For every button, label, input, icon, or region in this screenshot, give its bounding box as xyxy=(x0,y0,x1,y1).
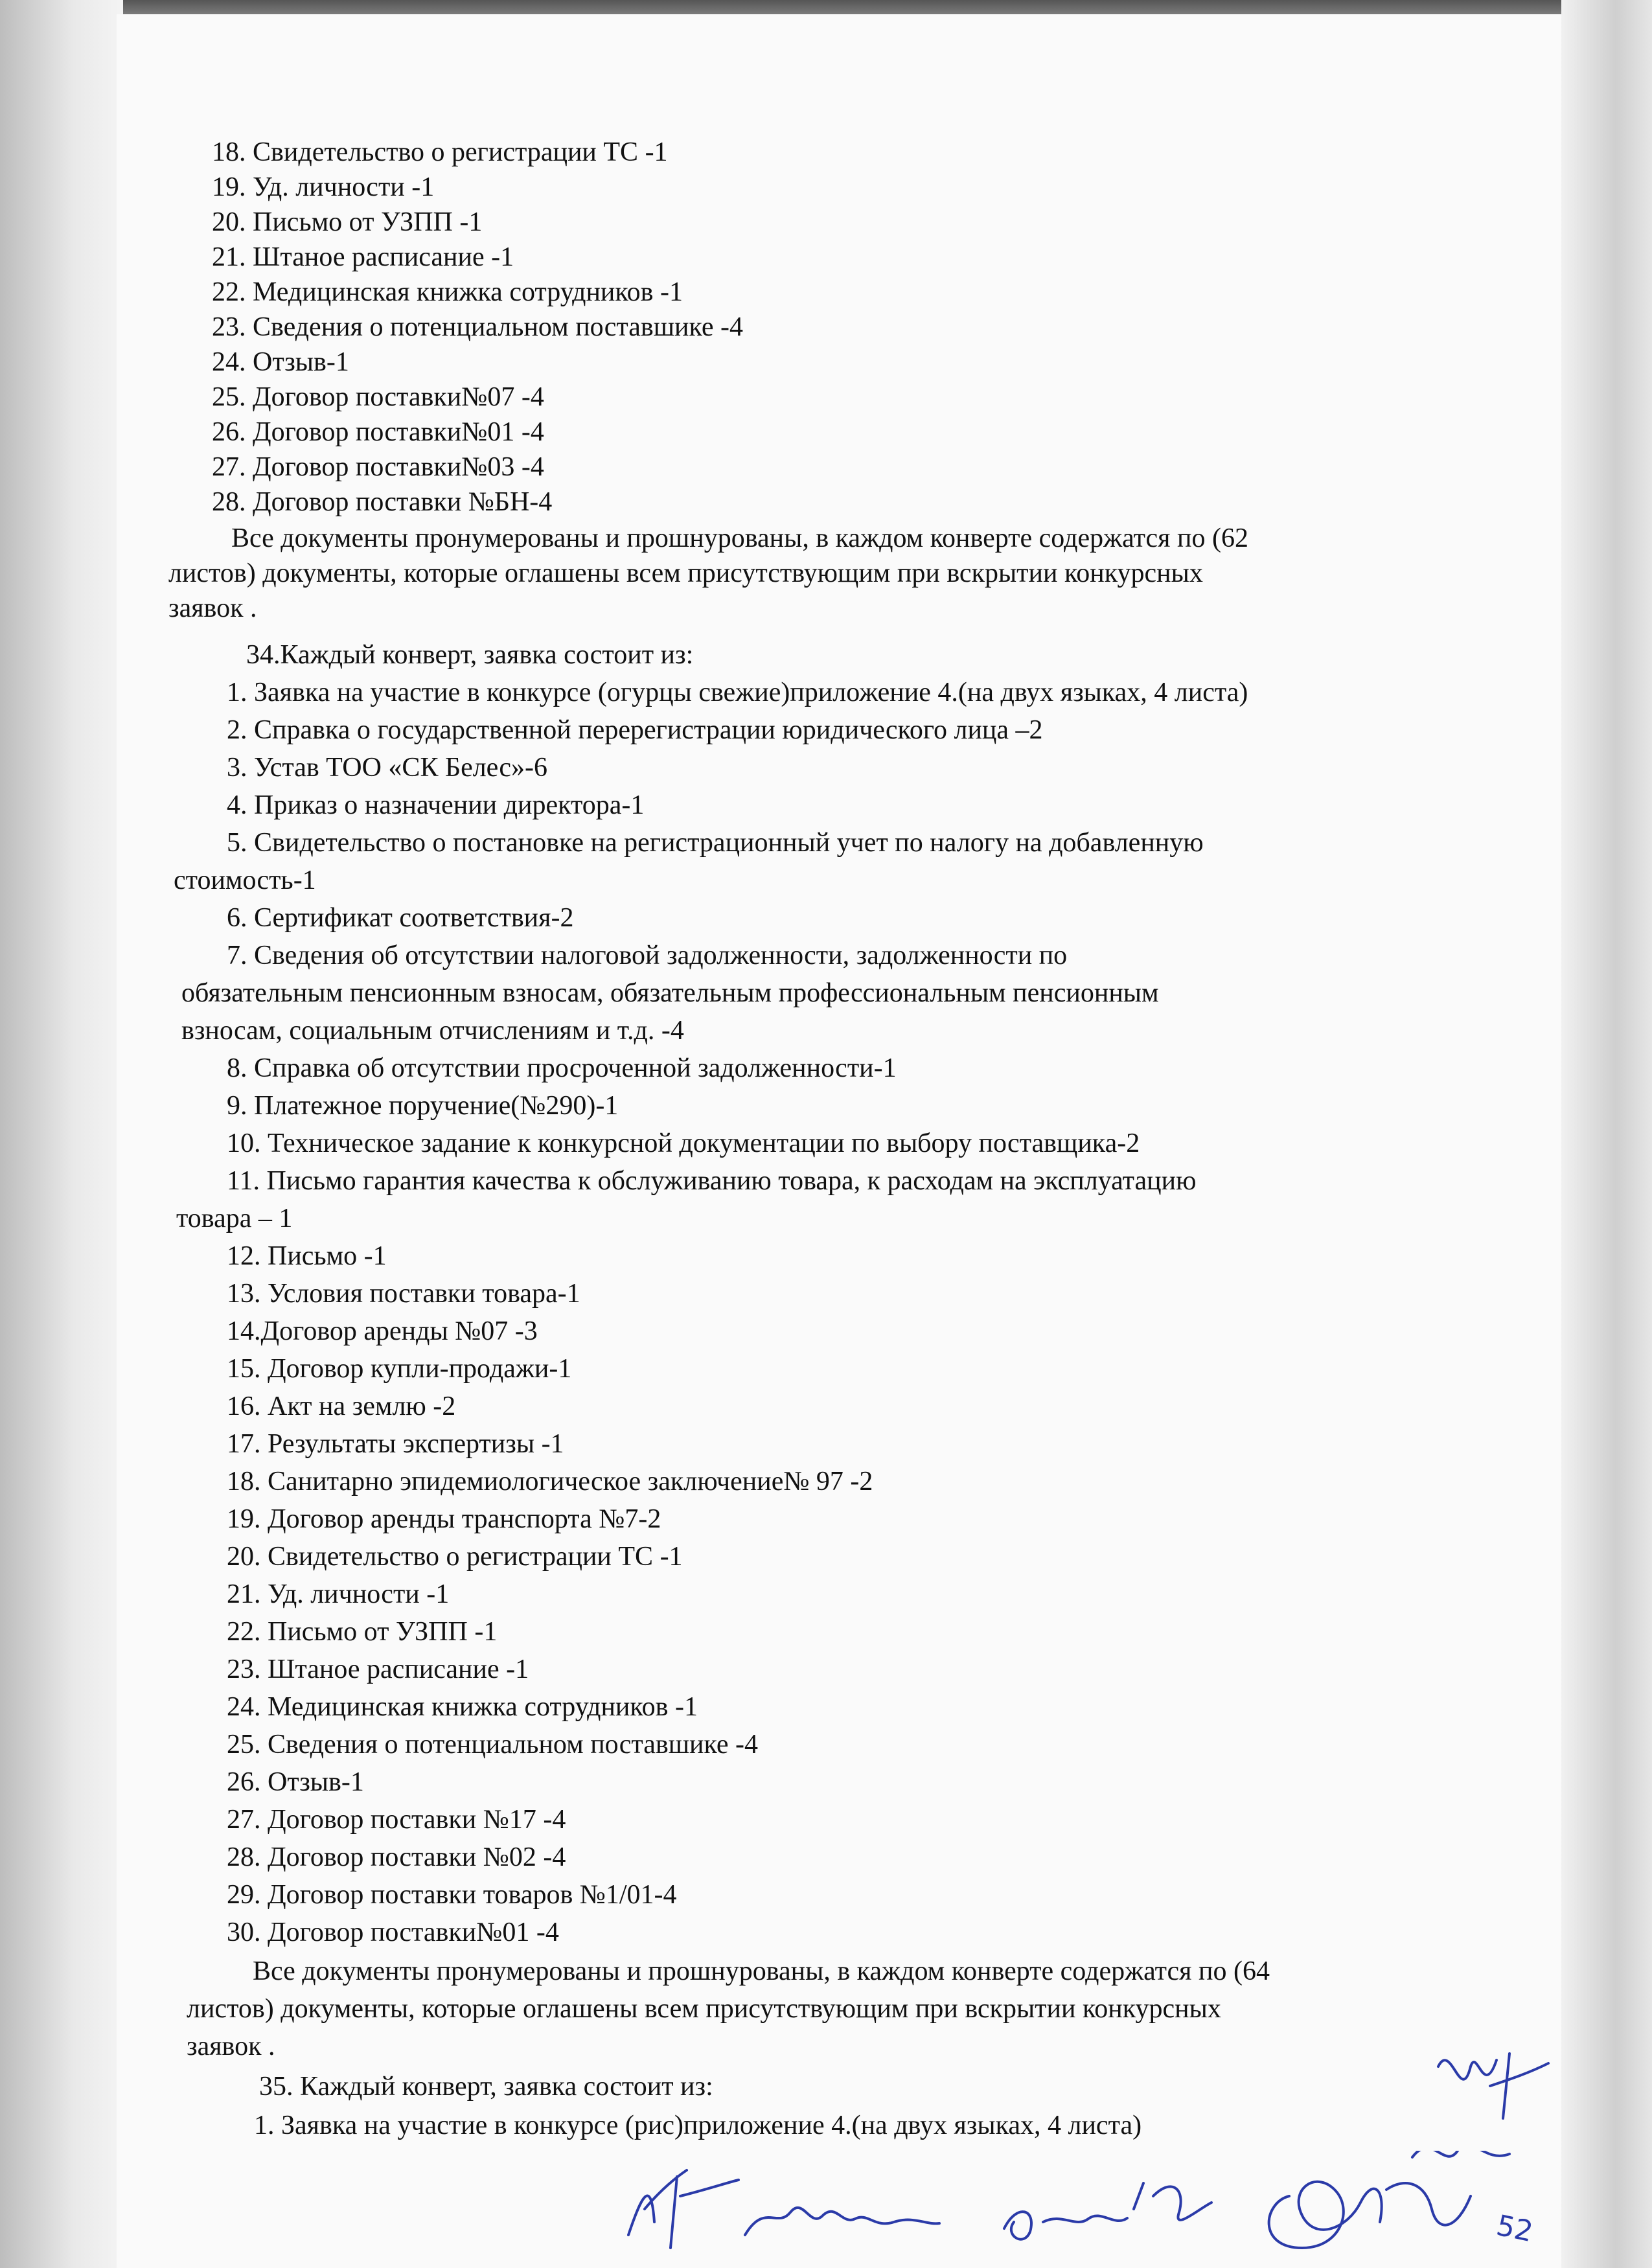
list-item: 4. Приказ о назначении директора-1 xyxy=(227,790,645,820)
list-item: 23. Сведения о потенциальном поставшике -4 xyxy=(212,312,744,342)
list-item: 30. Договор поставки№01 -4 xyxy=(227,1918,559,1947)
list-item: 18. Санитарно эпидемиологическое заключение№ 97 -2 xyxy=(227,1467,873,1496)
signature-3 xyxy=(1004,2183,1211,2239)
list-item: 19. Договор аренды транспорта №7-2 xyxy=(227,1504,661,1534)
section-heading: 34.Каждый конверт, заявка состоит из: xyxy=(246,640,694,670)
list-item: 29. Договор поставки товаров №1/01-4 xyxy=(227,1880,677,1910)
section-heading: 35. Каждый конверт, заявка состоит из: xyxy=(259,2072,713,2102)
list-item: 12. Письмо -1 xyxy=(227,1241,387,1271)
signature-2 xyxy=(745,2208,939,2235)
list-item: 22. Письмо от УЗПП -1 xyxy=(227,1617,498,1647)
list-item: 20. Письмо от УЗПП -1 xyxy=(212,207,483,237)
list-item: 6. Сертификат соответствия-2 xyxy=(227,903,574,933)
signature-5 xyxy=(1412,2151,1509,2157)
list-item-continuation: взносам, социальным отчислениям и т.д. -4 xyxy=(181,1016,684,1046)
list-item: 26. Договор поставки№01 -4 xyxy=(212,417,544,447)
summary-text: листов) документы, которые оглашены всем присутствующим при вскрытии конкурсных xyxy=(168,558,1203,588)
summary-text: заявок . xyxy=(168,593,257,623)
list-item: 21. Штаное расписание -1 xyxy=(212,242,514,272)
list-item: 22. Медицинская книжка сотрудников -1 xyxy=(212,277,683,307)
signature-top-right xyxy=(1425,2028,1568,2131)
summary-text: Все документы пронумерованы и прошнурованы, в каждом конверте содержатся по (62 xyxy=(231,523,1248,553)
list-item: 15. Договор купли-продажи-1 xyxy=(227,1354,572,1384)
list-item: 2. Справка о государственной перерегистрации юридического лица –2 xyxy=(227,715,1043,745)
list-item: 24. Отзыв-1 xyxy=(212,347,349,377)
list-item: 14.Договор аренды №07 -3 xyxy=(227,1316,538,1346)
summary-text: заявок . xyxy=(187,2032,275,2061)
signature-1 xyxy=(628,2170,739,2248)
list-item: 10. Техническое задание к конкурсной документации по выбору поставщика-2 xyxy=(227,1128,1140,1158)
list-item: 27. Договор поставки№03 -4 xyxy=(212,452,544,482)
list-item: 1. Заявка на участие в конкурсе (рис)приложение 4.(на двух языках, 4 листа) xyxy=(254,2111,1142,2140)
list-item: 25. Сведения о потенциальном поставшике -4 xyxy=(227,1730,759,1759)
list-item: 9. Платежное поручение(№290)-1 xyxy=(227,1091,619,1121)
list-item: 19. Уд. личности -1 xyxy=(212,172,435,202)
signatures-row xyxy=(615,2151,1574,2268)
summary-text: Все документы пронумерованы и прошнурованы, в каждом конверте содержатся по (64 xyxy=(253,1956,1270,1986)
list-item: 18. Свидетельство о регистрации ТС -1 xyxy=(212,137,668,167)
list-item-continuation: обязательным пенсионным взносам, обязательным профессиональным пенсионным xyxy=(181,978,1159,1008)
list-item: 28. Договор поставки №02 -4 xyxy=(227,1842,566,1872)
list-item: 17. Результаты экспертизы -1 xyxy=(227,1429,564,1459)
list-item-continuation: стоимость-1 xyxy=(174,865,316,895)
list-item: 21. Уд. личности -1 xyxy=(227,1579,450,1609)
list-item-continuation: товара – 1 xyxy=(176,1204,293,1233)
list-item: 8. Справка об отсутствии просроченной задолженности-1 xyxy=(227,1053,897,1083)
list-item: 13. Условия поставки товара-1 xyxy=(227,1279,580,1309)
summary-text: листов) документы, которые оглашены всем присутствующим при вскрытии конкурсных xyxy=(187,1994,1221,2024)
list-item: 27. Договор поставки №17 -4 xyxy=(227,1805,566,1835)
list-item: 26. Отзыв-1 xyxy=(227,1767,364,1797)
list-item: 5. Свидетельство о постановке на регистрационный учет по налогу на добавленную xyxy=(227,828,1204,858)
list-item: 23. Штаное расписание -1 xyxy=(227,1655,529,1684)
list-item: 11. Письмо гарантия качества к обслуживанию товара, к расходам на эксплуатацию xyxy=(227,1166,1197,1196)
list-item: 28. Договор поставки №БН-4 xyxy=(212,487,553,517)
list-item: 1. Заявка на участие в конкурсе (огурцы свежие)приложение 4.(на двух языках, 4 листа) xyxy=(227,678,1248,707)
list-item: 25. Договор поставки№07 -4 xyxy=(212,382,544,412)
list-item: 24. Медицинская книжка сотрудников -1 xyxy=(227,1692,698,1722)
list-item: 3. Устав ТОО «СК Белес»-6 xyxy=(227,753,547,783)
signature-4 xyxy=(1269,2182,1471,2248)
page-number: 52 xyxy=(1493,2208,1536,2249)
list-item: 16. Акт на землю -2 xyxy=(227,1392,456,1421)
list-item: 20. Свидетельство о регистрации ТС -1 xyxy=(227,1542,683,1572)
list-item: 7. Сведения об отсутствии налоговой задолженности, задолженности по xyxy=(227,941,1068,970)
